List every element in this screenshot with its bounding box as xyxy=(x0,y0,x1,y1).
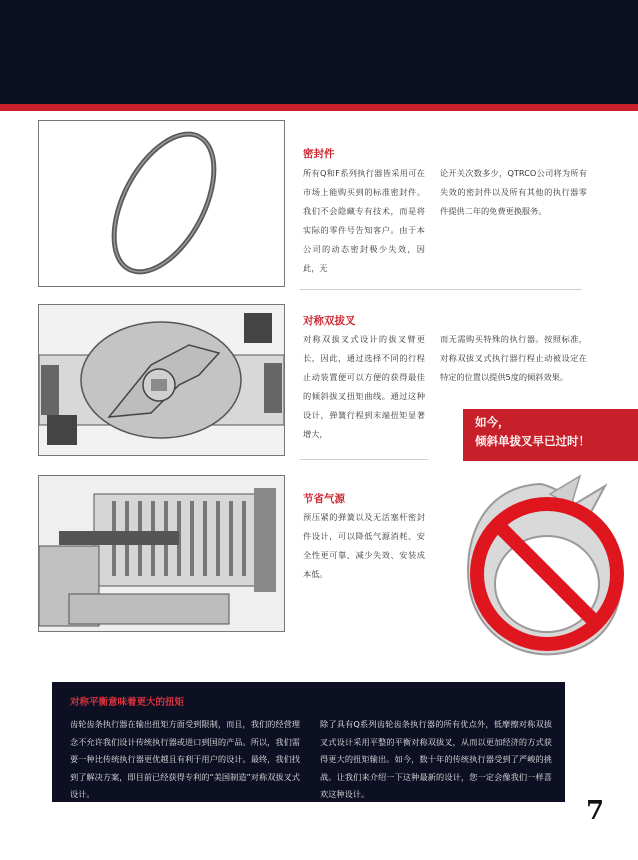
page-number: 7 xyxy=(586,796,605,826)
bottom-info-box xyxy=(52,682,565,802)
section-text-air-saving: 预压紧的弹簧以及无活塞杆密封件设计，可以降低气源消耗、安全性更可靠、减少失效、安装成本低。 xyxy=(303,512,425,579)
section-title-seals: 密封件 xyxy=(303,148,335,160)
spring-cartridge-image xyxy=(38,475,285,632)
section-text-seals-col2: 论开关次数多少，QTRCO公司将为所有失效的密封件以及所有其他的执行器零件提供二年的免费更换服务。 xyxy=(440,168,587,216)
section-text-yoke-col1: 对称双拔叉式设计的拔叉臂更长，因此，通过选择不同的行程止动装置便可以方便的获得最佳的倾斜拔叉扭矩曲线。通过这种设计，弹簧行程到末端扭矩显著增大， xyxy=(303,334,425,439)
canted-yoke-prohibited-graphic xyxy=(445,466,637,666)
callout-banner xyxy=(463,409,638,461)
seal-ring-image xyxy=(38,120,285,287)
bottom-box-text-col2: 除了具有Q系列齿轮齿条执行器的所有优点外，低摩擦对称双拔叉式设计采用平整的平衡对称双拔叉，从而以更加经济的方式获得更大的扭矩输出。如今，数十年的传统执行器受到了严峻的挑战。让我们来介绍一下这种最新的设计，您一定会像我们一样喜欢这种设计。 xyxy=(320,719,552,799)
section-text-seals-col1: 所有Q和F系列执行器皆采用可在市场上能购买到的标准密封件。我们不会隐藏专有技术，而是将实际的零件号告知客户。由于本公司的动态密封极少失效，因此，无 xyxy=(303,168,425,273)
bottom-box-text-col1: 齿轮齿条执行器在输出扭矩方面受到限制，而且，我们的经营理念不允许我们设计传统执行器或进口到国的产品。所以，我们需要一种比传统执行器更优越且有利于用户的设计。最终，我们找到了解决方案，即目前已经获得专利的“美国制造”对称双拔叉式设计。 xyxy=(70,719,300,799)
header-band xyxy=(0,0,638,104)
section-text-yoke-col2: 而无需购买特殊的执行器。按照标准，对称双拔叉式执行器行程止动被设定在特定的位置以提供5度的倾斜效果。 xyxy=(440,334,587,382)
header-accent-line xyxy=(0,104,638,111)
scotch-yoke-image xyxy=(38,304,285,456)
callout-line-2: 倾斜单拔叉早已过时！ xyxy=(475,434,590,448)
section-title-air-saving: 节省气源 xyxy=(303,493,345,505)
section-title-yoke: 对称双拔叉 xyxy=(303,315,356,327)
section-divider xyxy=(300,459,428,460)
section-divider xyxy=(300,289,582,290)
bottom-box-title: 对称平衡意味着更大的扭矩 xyxy=(70,697,185,708)
callout-line-1: 如今， xyxy=(475,415,510,429)
